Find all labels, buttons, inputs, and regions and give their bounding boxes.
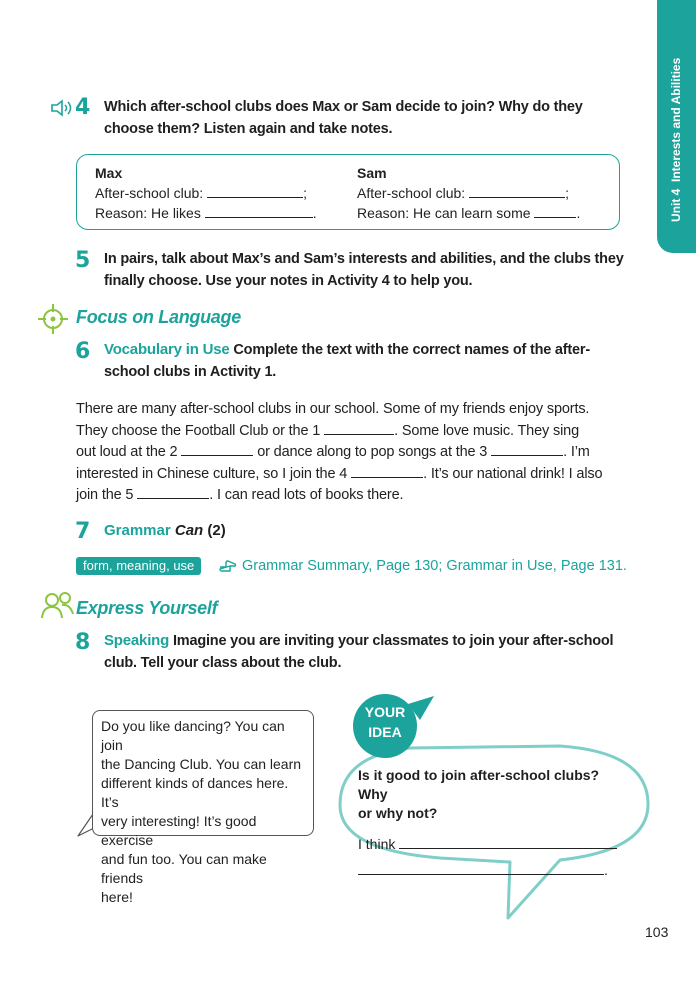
activity-6-line-1: Complete the text with the correct names of the after- <box>233 342 590 358</box>
example-line-5: and fun too. You can make friends <box>101 851 267 886</box>
speaking-label: Speaking <box>104 632 170 649</box>
max-heading: Max <box>95 165 123 181</box>
cloze-l4b: . It’s our national drink! I also <box>423 465 603 482</box>
sam-club-end: ; <box>565 185 569 201</box>
your-idea-badge-line-2: IDEA <box>368 724 402 740</box>
cloze-l3a: out loud at the 2 <box>76 444 182 461</box>
your-idea-blank-2[interactable] <box>358 860 604 875</box>
sam-heading: Sam <box>357 165 387 181</box>
sam-reason-blank[interactable] <box>534 203 576 218</box>
your-idea-question-line-2: or why not? <box>358 805 438 821</box>
unit-tab-label <box>659 0 693 230</box>
example-line-4: very interesting! It’s good exercise <box>101 813 257 848</box>
target-crosshair-icon <box>36 302 70 336</box>
max-club-end: ; <box>303 185 307 201</box>
your-idea-blank-1[interactable] <box>399 834 617 849</box>
i-think-prompt: I think <box>358 836 396 852</box>
cloze-l4a: interested in Chinese culture, so I join the 4 <box>76 465 352 482</box>
grammar-topic: Can <box>174 522 204 539</box>
grammar-label: Grammar <box>104 522 171 539</box>
cloze-l2b: . Some love music. They sing <box>394 422 579 439</box>
your-idea-badge <box>357 702 413 742</box>
your-idea-content <box>358 766 628 880</box>
cloze-blank-5[interactable] <box>137 484 209 499</box>
focus-on-language-heading: Focus on Language <box>76 307 241 327</box>
page-number: 103 <box>645 924 669 940</box>
example-line-2: the Dancing Club. You can learn <box>101 756 302 772</box>
cloze-l5a: join the 5 <box>76 487 138 504</box>
activity-5-number: 5 <box>75 248 91 273</box>
activity-4-number: 4 <box>75 95 91 120</box>
max-club-label: After-school club: <box>95 185 204 201</box>
your-idea-question-line-1: Is it good to join after-school clubs? Why <box>358 767 600 802</box>
unit-number: Unit 4 <box>669 188 683 222</box>
sam-club-label: After-school club: <box>357 185 466 201</box>
people-icon <box>40 590 76 622</box>
activity-5-instruction <box>104 248 634 292</box>
vocabulary-in-use-label: Vocabulary in Use <box>104 341 230 358</box>
unit-title: Interests and Abilities <box>669 57 683 182</box>
sam-reason-line <box>357 203 580 223</box>
activity-8-line-1: Imagine you are inviting your classmates to join your after-school <box>172 633 614 649</box>
max-reason-line <box>95 203 317 223</box>
activity-5-line-2: finally choose. Use your notes in Activity 4 to help you. <box>104 273 473 289</box>
form-meaning-use-badge: form, meaning, use <box>76 557 201 575</box>
sam-club-blank[interactable] <box>469 183 565 198</box>
example-speech-bubble <box>92 710 314 905</box>
your-idea-badge-line-1: YOUR <box>364 704 406 720</box>
activity-8-line-2: club. Tell your class about the club. <box>104 655 342 671</box>
cloze-line-1: There are many after-school clubs in our school. Some of my friends enjoy sports. <box>76 401 590 417</box>
activity-5-line-1: In pairs, talk about Max’s and Sam’s interests and abilities, and the clubs they <box>104 251 624 267</box>
example-line-1: Do you like dancing? You can join <box>101 718 285 753</box>
grammar-suffix: (2) <box>207 522 226 539</box>
cloze-l3c: . I’m <box>563 444 590 461</box>
pointing-hand-icon <box>218 558 238 574</box>
grammar-summary-link[interactable]: Grammar Summary, Page 130; Grammar in Use, Page 131. <box>242 558 627 574</box>
cloze-l2a: They choose the Football Club or the 1 <box>76 422 325 439</box>
activity-4-instruction <box>104 96 624 140</box>
activity-6-number: 6 <box>75 339 91 364</box>
unit-side-tab <box>657 0 696 253</box>
audio-speaker-icon <box>50 98 76 118</box>
activity-8-instruction <box>104 630 634 674</box>
cloze-blank-1[interactable] <box>324 420 394 435</box>
max-reason-label: Reason: He likes <box>95 205 201 221</box>
cloze-blank-2[interactable] <box>181 441 253 456</box>
notes-box <box>76 154 620 230</box>
activity-8-number: 8 <box>75 630 91 655</box>
sam-reason-end: . <box>576 205 581 221</box>
max-notes <box>95 163 317 223</box>
activity-7-title <box>104 521 226 541</box>
express-yourself-heading: Express Yourself <box>76 598 218 618</box>
cloze-line-3 <box>76 441 636 463</box>
activity-7-number: 7 <box>75 519 91 544</box>
cloze-blank-3[interactable] <box>491 441 563 456</box>
cloze-l3b: or dance along to pop songs at the 3 <box>253 444 492 461</box>
max-club-blank[interactable] <box>207 183 303 198</box>
max-club-line <box>95 183 317 203</box>
activity-6-line-2: school clubs in Activity 1. <box>104 364 277 380</box>
activity-4-line-2: choose them? Listen again and take notes. <box>104 121 393 137</box>
example-line-6: here! <box>101 889 133 905</box>
cloze-l5b: . I can read lots of books there. <box>209 487 404 504</box>
example-line-3: different kinds of dances here. It’s <box>101 775 289 810</box>
activity-4-line-1: Which after-school clubs does Max or Sam decide to join? Why do they <box>104 99 583 115</box>
your-idea-end: . <box>604 862 608 878</box>
sam-club-line <box>357 183 580 203</box>
cloze-line-2 <box>76 420 636 442</box>
your-idea-answer-line-1 <box>358 834 628 854</box>
sam-reason-label: Reason: He can learn some <box>357 205 531 221</box>
your-idea-answer-line-2 <box>358 860 628 880</box>
cloze-line-4 <box>76 463 636 485</box>
max-reason-blank[interactable] <box>205 203 313 218</box>
max-reason-end: . <box>312 205 317 221</box>
sam-notes <box>357 163 580 223</box>
cloze-text <box>76 400 636 506</box>
activity-6-instruction <box>104 339 634 383</box>
cloze-line-5 <box>76 484 636 506</box>
cloze-blank-4[interactable] <box>351 463 423 478</box>
